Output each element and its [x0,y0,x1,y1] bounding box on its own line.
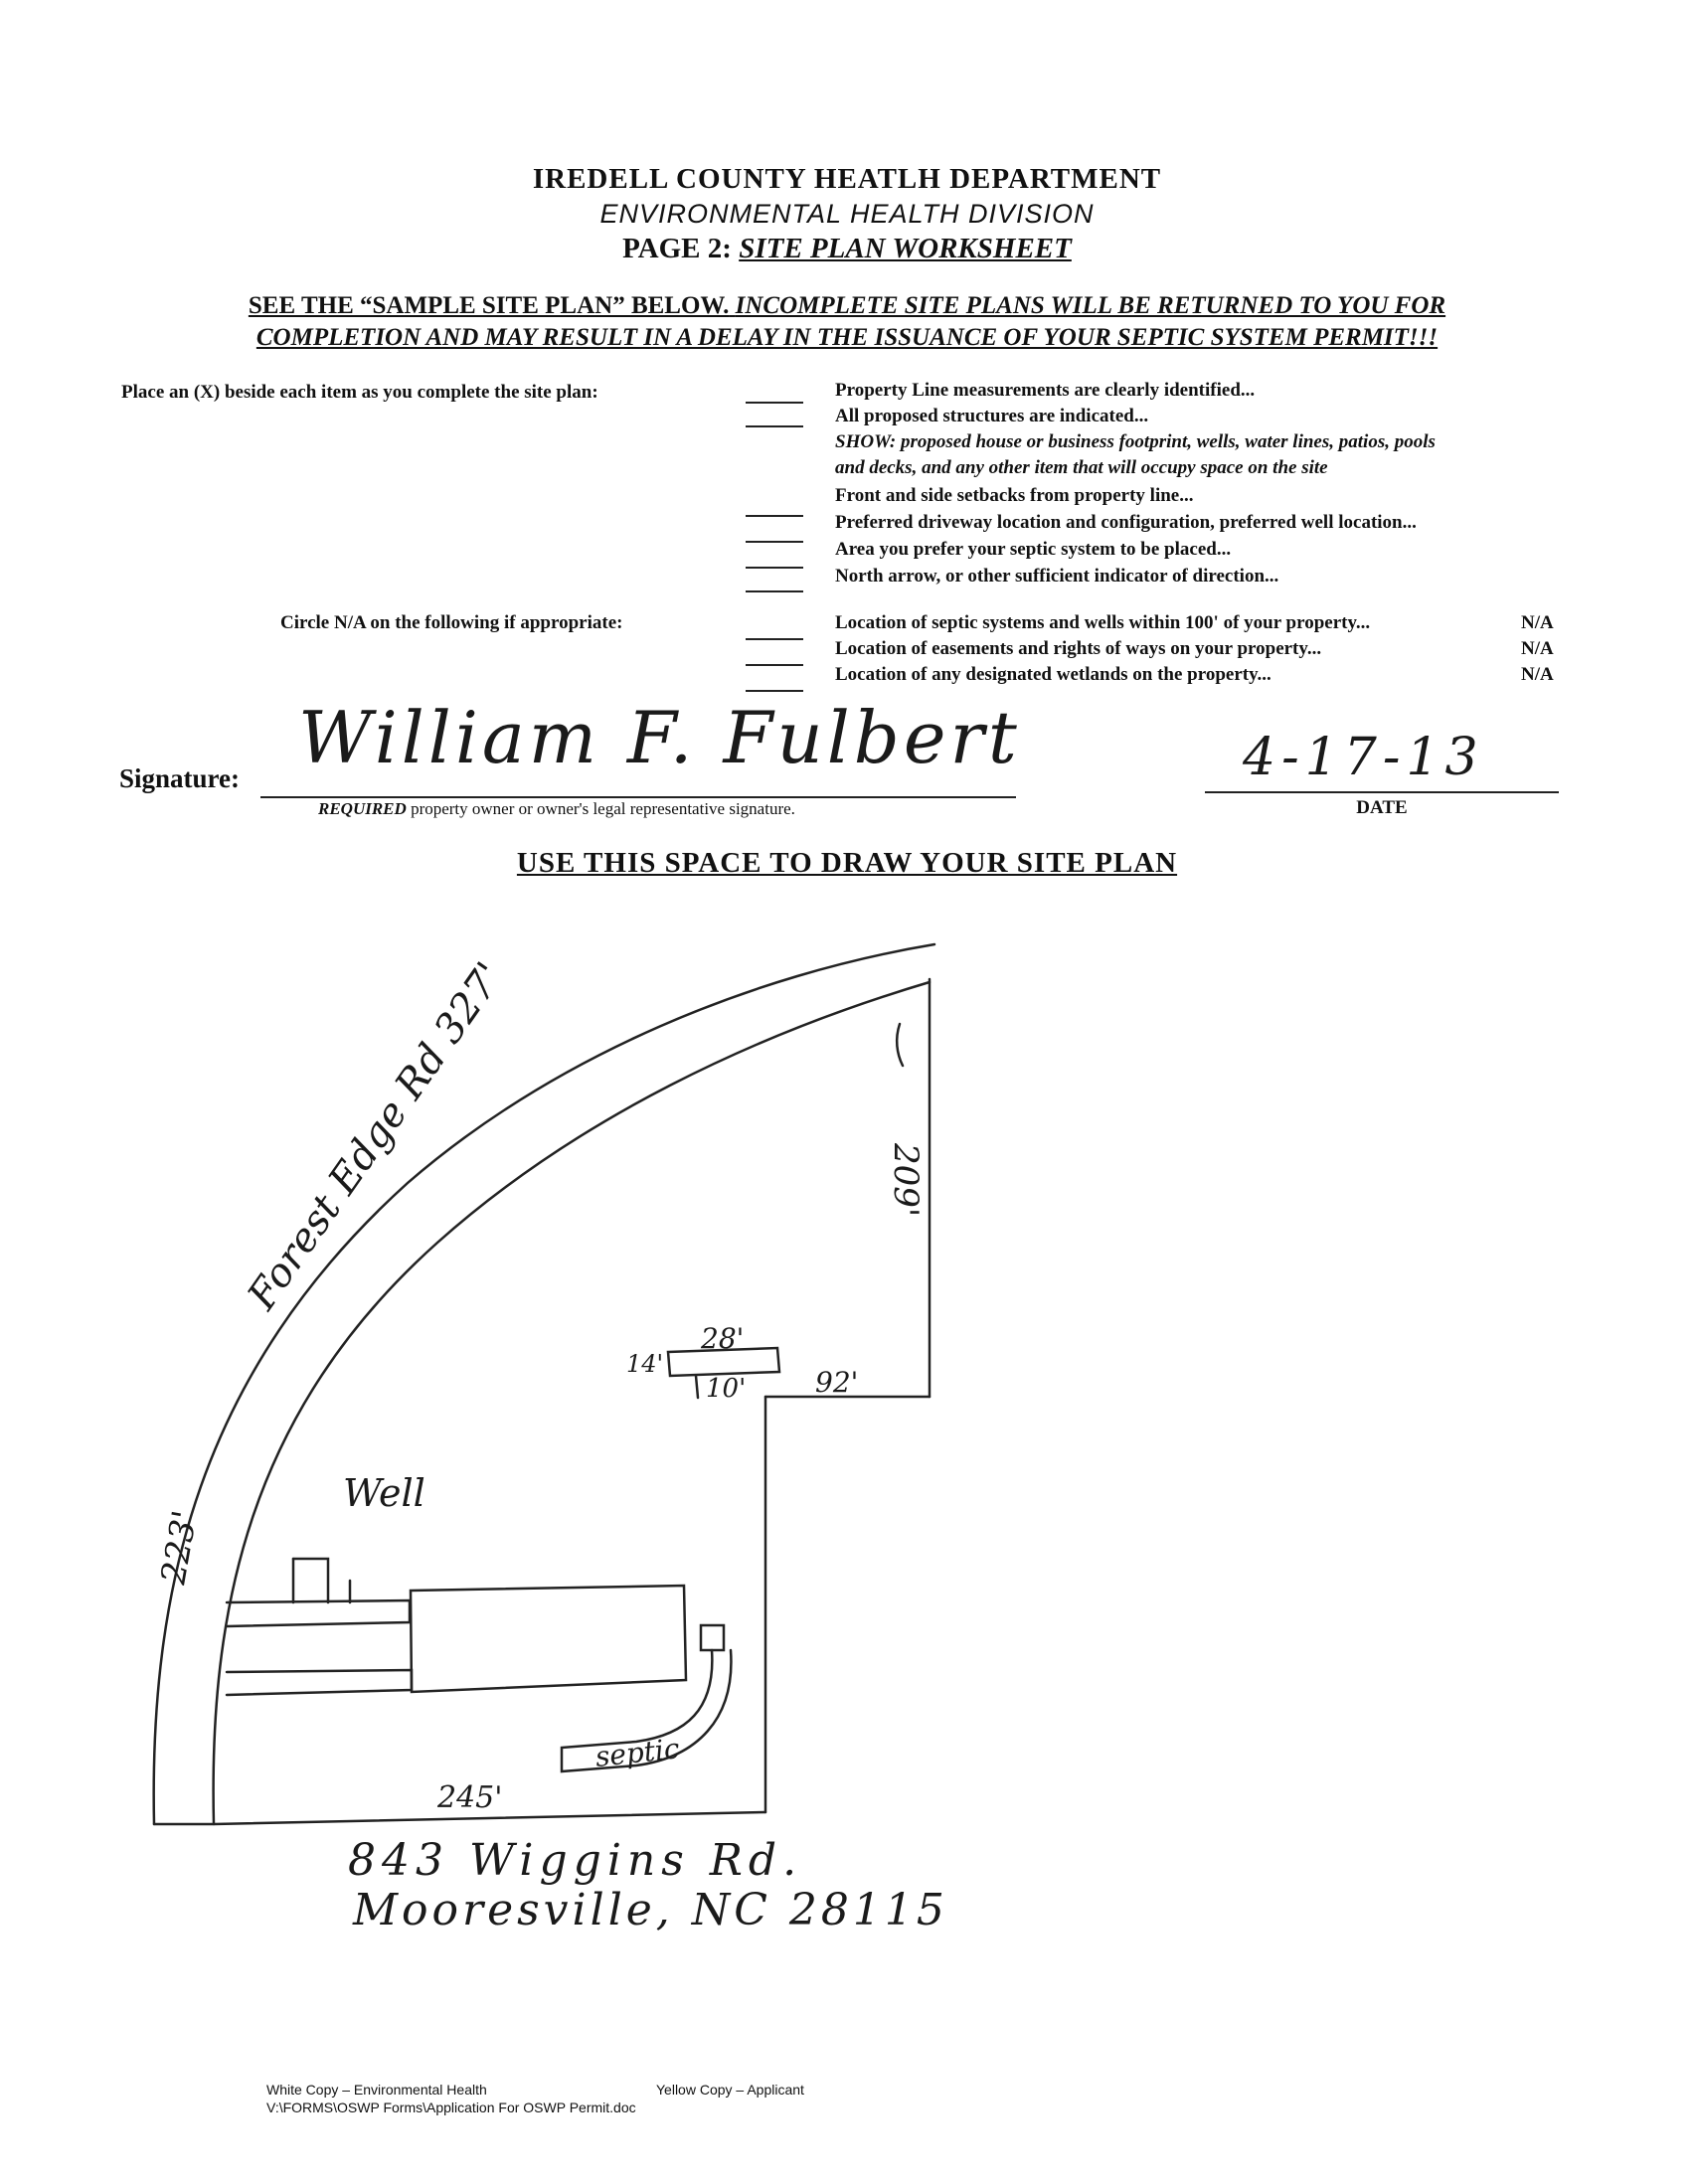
house-setback: 10' [706,1374,747,1404]
driveway [227,1600,410,1626]
warning-line-2: COMPLETION AND MAY RESULT IN A DELAY IN THE ISSUANCE OF YOUR SEPTIC SYSTEM PERMIT!!! [255,324,1439,351]
septic-label: septic [593,1732,682,1773]
na-instruction: Circle N/A on the following if appropriate: [280,612,623,633]
house-footprint [411,1586,686,1692]
footer-yellow-copy: Yellow Copy – Applicant [656,2082,804,2098]
checklist-item-show-cont: and decks, and any other item that will occupy space on the site [835,457,1328,478]
septic-tank [701,1625,724,1650]
house-width: 28' [701,1322,745,1355]
checklist-item-driveway: Preferred driveway location and configuration, preferred well location... [835,512,1417,533]
na-option-2[interactable]: N/A [1521,638,1554,659]
warning-sample: SEE THE “SAMPLE SITE PLAN” BELOW. [248,292,730,319]
warning-incomplete: INCOMPLETE SITE PLANS WILL BE RETURNED TO YOU FOR [735,292,1446,319]
address-line-1: 843 Wiggins Rd. [348,1835,803,1886]
na-item-septic-wells: Location of septic systems and wells within 100' of your property... [835,612,1371,633]
signature-label: Signature: [119,763,241,793]
na-option-1[interactable]: N/A [1521,612,1554,633]
well-label: Well [343,1471,425,1515]
handwritten-date: 4-17-13 [1243,728,1484,787]
site-plan-title: USE THIS SPACE TO DRAW YOUR SITE PLAN [516,847,1178,879]
worksheet-title: SITE PLAN WORKSHEET [739,233,1072,264]
footer-white-copy: White Copy – Environmental Health [266,2082,487,2098]
checklist-item-property-lines: Property Line measurements are clearly identified... [835,380,1256,401]
signature-caption-text: property owner or owner's legal representative signature. [411,799,795,818]
checklist-instruction: Place an (X) beside each item as you complete the site plan: [121,382,598,403]
na-option-3[interactable]: N/A [1521,664,1554,685]
date-label: DATE [1356,797,1408,818]
checklist-item-structures: All proposed structures are indicated... [835,406,1149,426]
dim-inner: 92' [815,1366,859,1399]
checklist-item-north-arrow: North arrow, or other sufficient indicator of direction... [835,566,1279,587]
checklist-item-septic-area: Area you prefer your septic system to be placed... [835,539,1232,560]
department-title: IREDELL COUNTY HEATLH DEPARTMENT [532,163,1162,195]
checklist-item-setbacks: Front and side setbacks from property line... [835,485,1194,506]
checklist-item-show: SHOW: proposed house or business footprint, wells, water lines, patios, pools [835,431,1436,452]
dim-right: 209' [886,1143,926,1218]
signature-required: REQUIRED [318,799,407,818]
page-number: PAGE 2: [622,233,732,264]
division-title: ENVIRONMENTAL HEALTH DIVISION [599,199,1095,229]
handwritten-signature: William F. Fulbert [298,696,1021,779]
road-inner-edge [214,982,930,1824]
na-item-wetlands: Location of any designated wetlands on the property... [835,664,1271,685]
road-label: Forest Edge Rd 327' [239,953,513,1318]
dim-bottom: 245' [437,1780,503,1815]
address-line-2: Mooresville, NC 28115 [353,1885,948,1935]
garage-outline [293,1559,328,1602]
house-height: 14' [626,1350,664,1378]
na-item-easements: Location of easements and rights of ways on your property... [835,638,1322,659]
footer-file-path: V:\FORMS\OSWP Forms\Application For OSWP Permit.doc [266,2100,636,2115]
dim-left: 223' [153,1507,206,1588]
